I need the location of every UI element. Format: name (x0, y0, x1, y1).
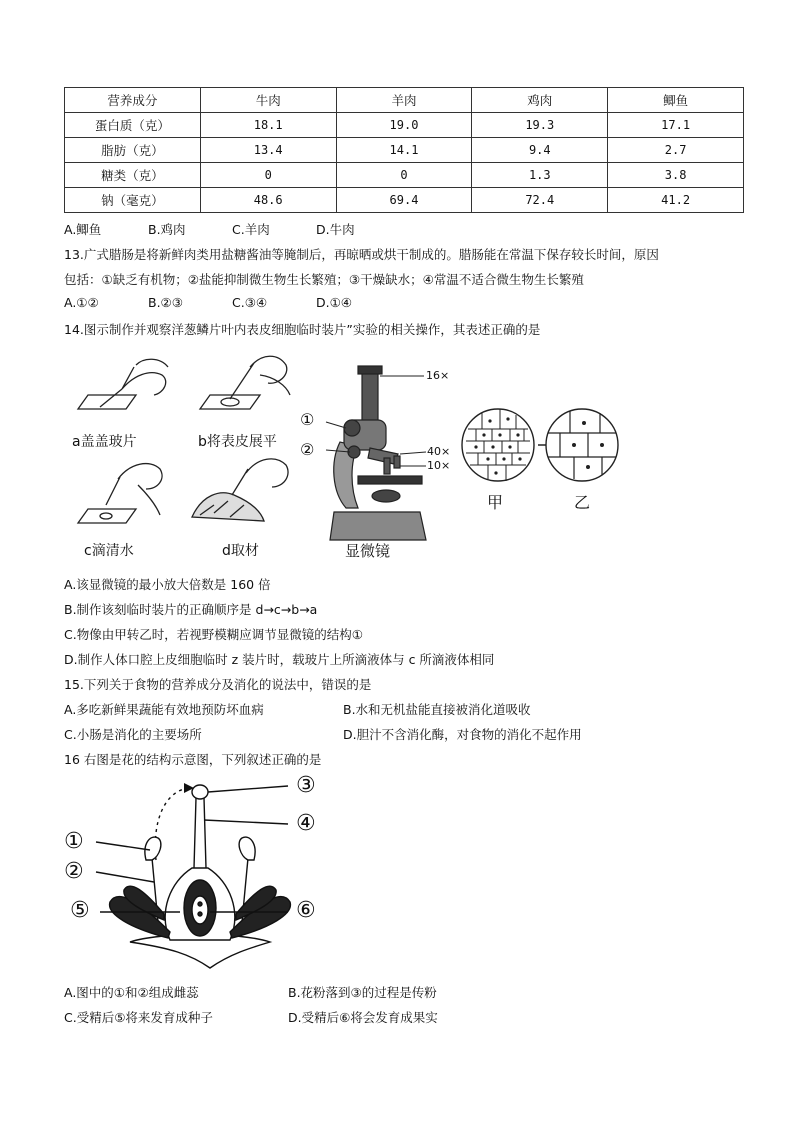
flower-label-6: ⑥ (296, 898, 316, 923)
q12-option-d: D.牛肉 (316, 222, 355, 237)
nutrition-table (64, 87, 744, 213)
q16-option-c: C.受精后⑤将来发育成种子 (64, 1010, 213, 1025)
step-b-illustration (200, 356, 290, 409)
step-d-label: d取材 (222, 543, 259, 559)
flower-label-2: ② (64, 859, 84, 884)
objective-high-magnification: 40× (427, 445, 451, 458)
flower-label-3: ③ (296, 773, 316, 798)
microscope-label: 显微镜 (345, 542, 391, 560)
table-cell: 14.1 (336, 138, 472, 163)
q13-stem-line1: 13.广式腊肠是将新鲜肉类用盐糖酱油等腌制后，再晾晒或烘干制成的。腊肠能在常温下保存较长时间，原因 (64, 247, 659, 262)
q16-option-a: A.图中的①和②组成雌蕊 (64, 985, 199, 1000)
table-cell: 2.7 (608, 138, 744, 163)
q15-stem: 15.下列关于食物的营养成分及消化的说法中，错误的是 (64, 677, 372, 692)
table-cell: 48.6 (200, 188, 336, 213)
table-header-row (65, 88, 744, 113)
field-of-view-figure (460, 405, 620, 487)
table-cell: 19.3 (472, 113, 608, 138)
table-header-cell: 羊肉 (336, 88, 472, 113)
q16-option-d: D.受精后⑥将会发育成果实 (288, 1010, 438, 1025)
step-a-label: a盖盖玻片 (72, 434, 137, 450)
table-cell: 0 (336, 163, 472, 188)
flower-structure-figure (60, 772, 350, 972)
q12-option-b: B.鸡肉 (148, 222, 186, 237)
eyepiece-magnification: 16× (426, 369, 450, 382)
microscope-marker-2: ② (300, 440, 315, 459)
table-cell: 钠（毫克） (65, 188, 201, 213)
microscope-marker-1: ① (300, 410, 315, 429)
table-cell: 0 (200, 163, 336, 188)
table-header-cell: 牛肉 (200, 88, 336, 113)
table-header-cell: 鸡肉 (472, 88, 608, 113)
table-row (65, 163, 744, 188)
step-b-label: b将表皮展平 (198, 434, 277, 450)
q12-option-a: A.鲫鱼 (64, 222, 102, 237)
flower-label-5: ⑤ (70, 898, 90, 923)
table-cell: 18.1 (200, 113, 336, 138)
table-cell: 72.4 (472, 188, 608, 213)
view-b-label: 乙 (574, 493, 591, 512)
table-cell: 19.0 (336, 113, 472, 138)
flower-label-1: ① (64, 829, 84, 854)
table-cell: 69.4 (336, 188, 472, 213)
table-cell: 41.2 (608, 188, 744, 213)
q14-option-d: D.制作人体口腔上皮细胞临时 z 装片时，载玻片上所滴液体与 c 所滴液体相同 (64, 652, 495, 667)
view-a-label: 甲 (487, 493, 504, 512)
table-header-cell: 营养成分 (65, 88, 201, 113)
step-a-illustration (78, 359, 168, 409)
q12-option-c: C.羊肉 (232, 222, 270, 237)
q13-option-b: B.②③ (148, 295, 183, 310)
table-cell: 13.4 (200, 138, 336, 163)
q13-stem-line2: 包括：①缺乏有机物；②盐能抑制微生物生长繁殖；③干燥缺水；④常温不适合微生物生长繁殖 (64, 272, 584, 287)
q16-option-b: B.花粉落到③的过程是传粉 (288, 985, 437, 1000)
q15-option-b: B.水和无机盐能直接被消化道吸收 (343, 702, 531, 717)
table-cell: 脂肪（克） (65, 138, 201, 163)
q16-stem: 16 右图是花的结构示意图，下列叙述正确的是 (64, 752, 322, 767)
q14-stem: 14.图示制作并观察洋葱鳞片叶内表皮细胞临时装片”实验的相关操作，其表述正确的是 (64, 322, 541, 337)
q13-option-c: C.③④ (232, 295, 268, 310)
flower-label-4: ④ (296, 811, 316, 836)
q15-option-d: D.胆汁不含消化酶，对食物的消化不起作用 (343, 727, 582, 742)
view-b-circle (546, 409, 618, 481)
table-row (65, 188, 744, 213)
table-cell: 17.1 (608, 113, 744, 138)
step-c-illustration (78, 464, 162, 523)
table-cell: 9.4 (472, 138, 608, 163)
table-cell: 3.8 (608, 163, 744, 188)
table-cell: 1.3 (472, 163, 608, 188)
step-d-illustration (192, 459, 288, 521)
q14-option-c: C.物像由甲转乙时，若视野模糊应调节显微镜的结构① (64, 627, 363, 642)
table-cell: 糖类（克） (65, 163, 201, 188)
slide-procedure-figure (64, 345, 304, 565)
table-cell: 蛋白质（克） (65, 113, 201, 138)
q15-option-a: A.多吃新鲜果蔬能有效地预防坏血病 (64, 702, 264, 717)
q15-option-c: C.小肠是消化的主要场所 (64, 727, 202, 742)
table-header-cell: 鲫鱼 (608, 88, 744, 113)
step-c-label: c滴清水 (84, 543, 134, 559)
q13-option-d: D.①④ (316, 295, 353, 310)
q14-option-b: B.制作该刻临时装片的正确顺序是 d→c→b→a (64, 602, 318, 617)
q13-option-a: A.①② (64, 295, 99, 310)
table-row (65, 113, 744, 138)
view-a-circle (462, 409, 534, 481)
q14-option-a: A.该显微镜的最小放大倍数是 160 倍 (64, 577, 271, 592)
objective-low-magnification: 10× (427, 459, 451, 472)
table-row (65, 138, 744, 163)
